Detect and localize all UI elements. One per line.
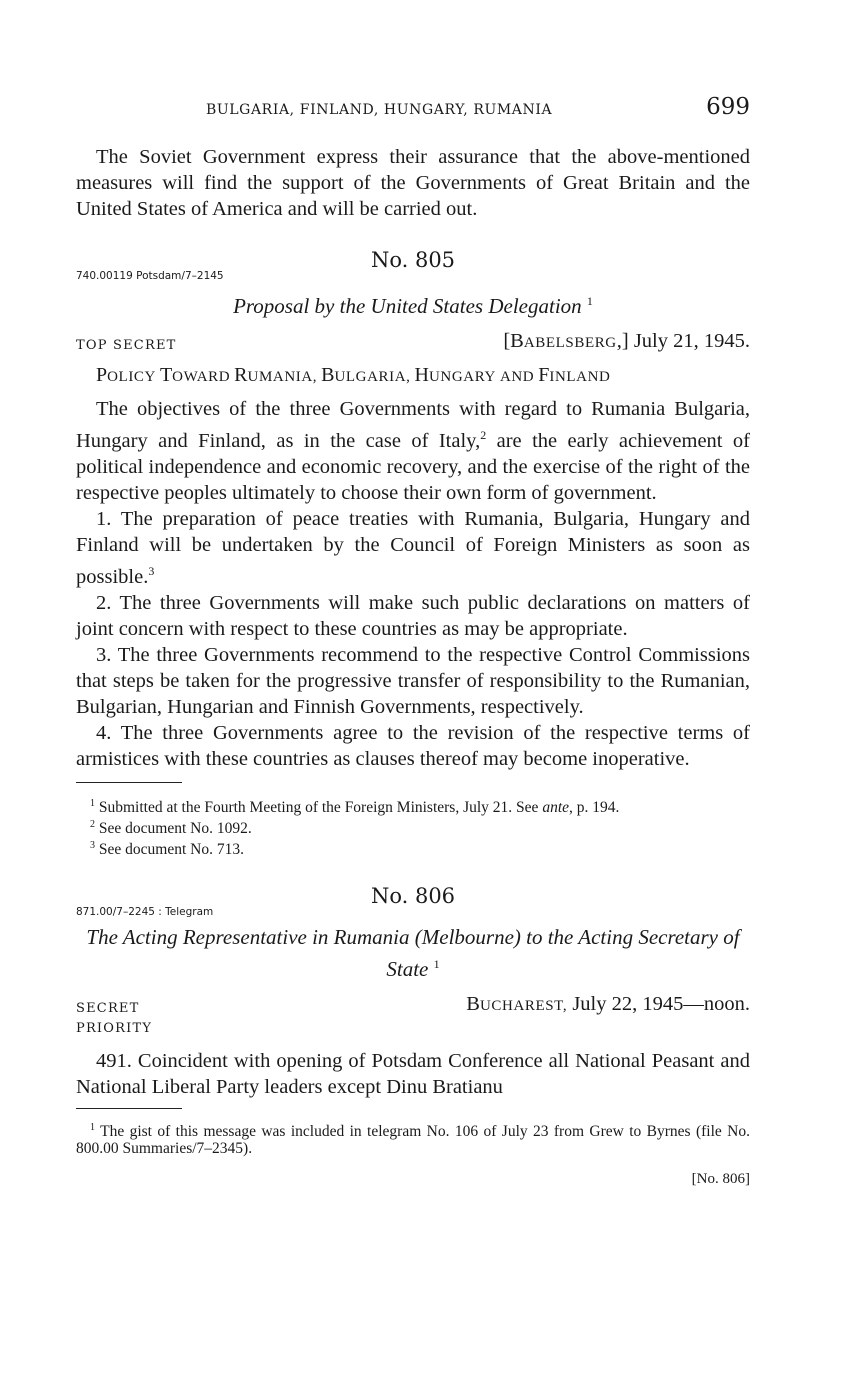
- doc-805-number: No. 805: [370, 248, 456, 272]
- doc-806-dateline: BUCHAREST, July 22, 1945—noon.: [466, 993, 750, 1016]
- page-signature: [No. 806]: [691, 1171, 750, 1188]
- doc-805-file-ref: 740.00119 Potsdam/7–2145: [76, 270, 224, 282]
- doc-806-priority: PRIORITY: [76, 1021, 153, 1037]
- doc-805-footnotes: [76, 795, 750, 858]
- page-number: 699: [706, 94, 750, 120]
- footnote-marker: 1: [433, 957, 440, 972]
- document-page: [76, 92, 750, 1188]
- doc-805-title-text: Proposal by the United States Delegation: [233, 294, 582, 318]
- footnote-divider: [76, 782, 182, 783]
- doc-806-date: July 22, 1945—noon.: [567, 993, 750, 1016]
- footnote-divider: [76, 1108, 182, 1109]
- doc-806-title-text: The Acting Representative in Rumania (Melbourne) to the Acting Secretary of State: [86, 925, 740, 982]
- doc-805-classification: TOP SECRET: [76, 338, 177, 353]
- footnote: $^2$ See document No. 1092.: [90, 818, 252, 837]
- doc-806-place: UCHAREST,: [479, 998, 568, 1015]
- running-head-title: BULGARIA, FINLAND, HUNGARY, RUMANIA: [206, 102, 553, 118]
- doc-806-body: 491. Coincident with opening of Potsdam Conference all National Peasant and National Liberal Party leaders except Dinu Bratianu: [76, 1050, 750, 1099]
- doc-806-meta-row: [76, 991, 750, 1021]
- doc-806-footnotes: [76, 1119, 750, 1157]
- doc-805-dateline: [BABELSBERG,] July 21, 1945.: [503, 330, 750, 352]
- doc-805-title: [76, 288, 750, 320]
- doc-805-meta-row: [76, 328, 750, 358]
- footnote-marker: 1: [586, 294, 593, 308]
- doc-805-date: ,] July 21, 1945.: [616, 330, 750, 352]
- doc-805-place: ABELSBERG: [523, 335, 617, 351]
- footnote-marker: 2: [480, 428, 487, 442]
- footnote: $^1$ The gist of this message was included in telegram No. 106 of July 23 from Grew to Byrnes (file No. 800.00 Summaries/7–2345).: [76, 1122, 750, 1158]
- doc-805-item-4: 4. The three Governments agree to the revision of the respective terms of armistices with these countries as clauses thereof may become inoperative.: [76, 721, 750, 770]
- footnote: $^1$ Submitted at the Fourth Meeting of the Foreign Ministers, July 21. See ante, p. 194.: [90, 797, 620, 816]
- footnote-marker: 3: [148, 563, 155, 578]
- heading-word: BULGARIA,: [321, 364, 411, 386]
- heading-word: RUMANIA,: [234, 364, 318, 386]
- heading-word: FINLAND: [538, 364, 611, 386]
- doc-806-classification: SECRET: [76, 1001, 140, 1017]
- doc-805-item-1: 1. The preparation of peace treaties with Rumania, Bulgaria, Hungary and Finland will be undertaken by the Council of Foreign Ministers as soon as possible.$^3$: [76, 507, 750, 588]
- policy-heading: [76, 362, 750, 390]
- heading-word: POLICY: [96, 364, 156, 386]
- doc-805-item-3: 3. The three Governments recommend to the respective Control Commissions that steps be taken for the progressive transfer of responsibility to the Rumanian, Bulgarian, Hungarian and Finnish Governments, respectively.: [76, 643, 750, 718]
- heading-word: TOWARD: [159, 364, 231, 386]
- doc-805-intro: The objectives of the three Governments with regard to Rumania Bulgaria, Hungary and Finland, as in the case of Italy,$^2$ are the early achievement of political independence and economic recovery, and the exercise of the right of the respective peoples ultimately to choose their own form of government.: [76, 398, 751, 504]
- heading-word: HUNGARY: [414, 364, 496, 386]
- opening-paragraph: The Soviet Government express their assurance that the above-mentioned measures will find the support of the Governments of Great Britain and the United States of America and will be carried out.: [76, 146, 750, 220]
- doc-806-file-ref: 871.00/7–2245 : Telegram: [76, 906, 214, 919]
- footnote: $^3$ See document No. 713.: [90, 839, 244, 859]
- running-head: [76, 92, 750, 126]
- doc-805-item-2: 2. The three Governments will make such public declarations on matters of joint concern with respect to these countries as may be appropriate.: [76, 591, 750, 640]
- heading-word: AND: [499, 369, 535, 385]
- doc-806-number: No. 806: [370, 884, 456, 909]
- doc-806-title: [76, 924, 750, 983]
